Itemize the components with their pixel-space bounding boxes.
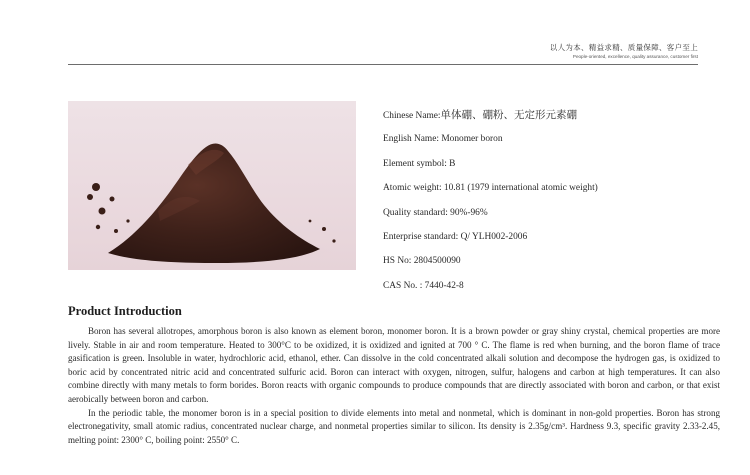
spec-english-name: English Name: Monomer boron — [383, 134, 503, 145]
intro-paragraph-2: In the periodic table, the monomer boron is in a special position to divide elements into metal and nonmetal, which is dominant in non-gold properties. Boron has strong electronegativity, small atomic radius, concentrated nuclear charge, and nonmetal properties similar to silicon. Its density is 2.35g/cm³. Hardness 9.3, specific gravity 2.33-2.45, melting point: 2300° C, boiling point: 2550° C. — [68, 407, 720, 445]
powder-pile-illustration — [68, 101, 356, 270]
spec-quality-standard: Quality standard: 90%-96% — [383, 207, 488, 218]
chinese-name-label: Chinese Name: — [383, 111, 441, 121]
spec-chinese-name — [383, 108, 598, 132]
slogan-english: People-oriented, excellence, quality assurance, customer first — [572, 54, 698, 59]
spec-hs-no: HS No: 2804500090 — [383, 256, 461, 267]
slogan-chinese: 以人为本、精益求精、质量保障、客户至上 — [549, 43, 698, 52]
spec-atomic-weight: Atomic weight: 10.81 (1979 international atomic weight) — [383, 183, 598, 194]
product-introduction-body — [68, 325, 720, 447]
header-slogan — [550, 42, 698, 59]
intro-paragraph-1: Boron has several allotropes, amorphous boron is also known as element boron, monomer boron. It is a brown powder or gray shiny crystal, chemical properties are more lively. Stable in air and room temperature. Heated to 300°C to be oxidized, it is oxidized and ignited at 700 ° C. The flame is red when burning, and the boron flame of trace gasification is green. Insoluble in water, hydrochloric acid, ethanol, ether. Can dissolve in the cold concentrated alkali solution and decompose the hydrogen gas, is oxidized to boric acid by concentrated nitric acid and concentrated sulfuric acid. Boron can interact with oxygen, nitrogen, sulfur, halogens and carbon at high temperatures. It can also combine directly with many metals to form borides. Boron reacts with organic compounds to produce compounds that are directly associated with boron and carbon, or that exist aerobically between boron and carbon. — [68, 326, 720, 404]
spec-cas-no: CAS No. : 7440-42-8 — [383, 280, 464, 291]
header-divider — [68, 64, 698, 65]
spec-element-symbol: Element symbol: B — [383, 158, 456, 169]
chinese-name-value: 单体硼、硼粉、无定形元素硼 — [440, 109, 578, 121]
specifications-list — [383, 108, 598, 303]
product-introduction-heading: Product Introduction — [68, 304, 182, 318]
boron-powder-photo — [68, 101, 356, 270]
spec-enterprise-standard: Enterprise standard: Q/ YLH002-2006 — [383, 231, 528, 242]
